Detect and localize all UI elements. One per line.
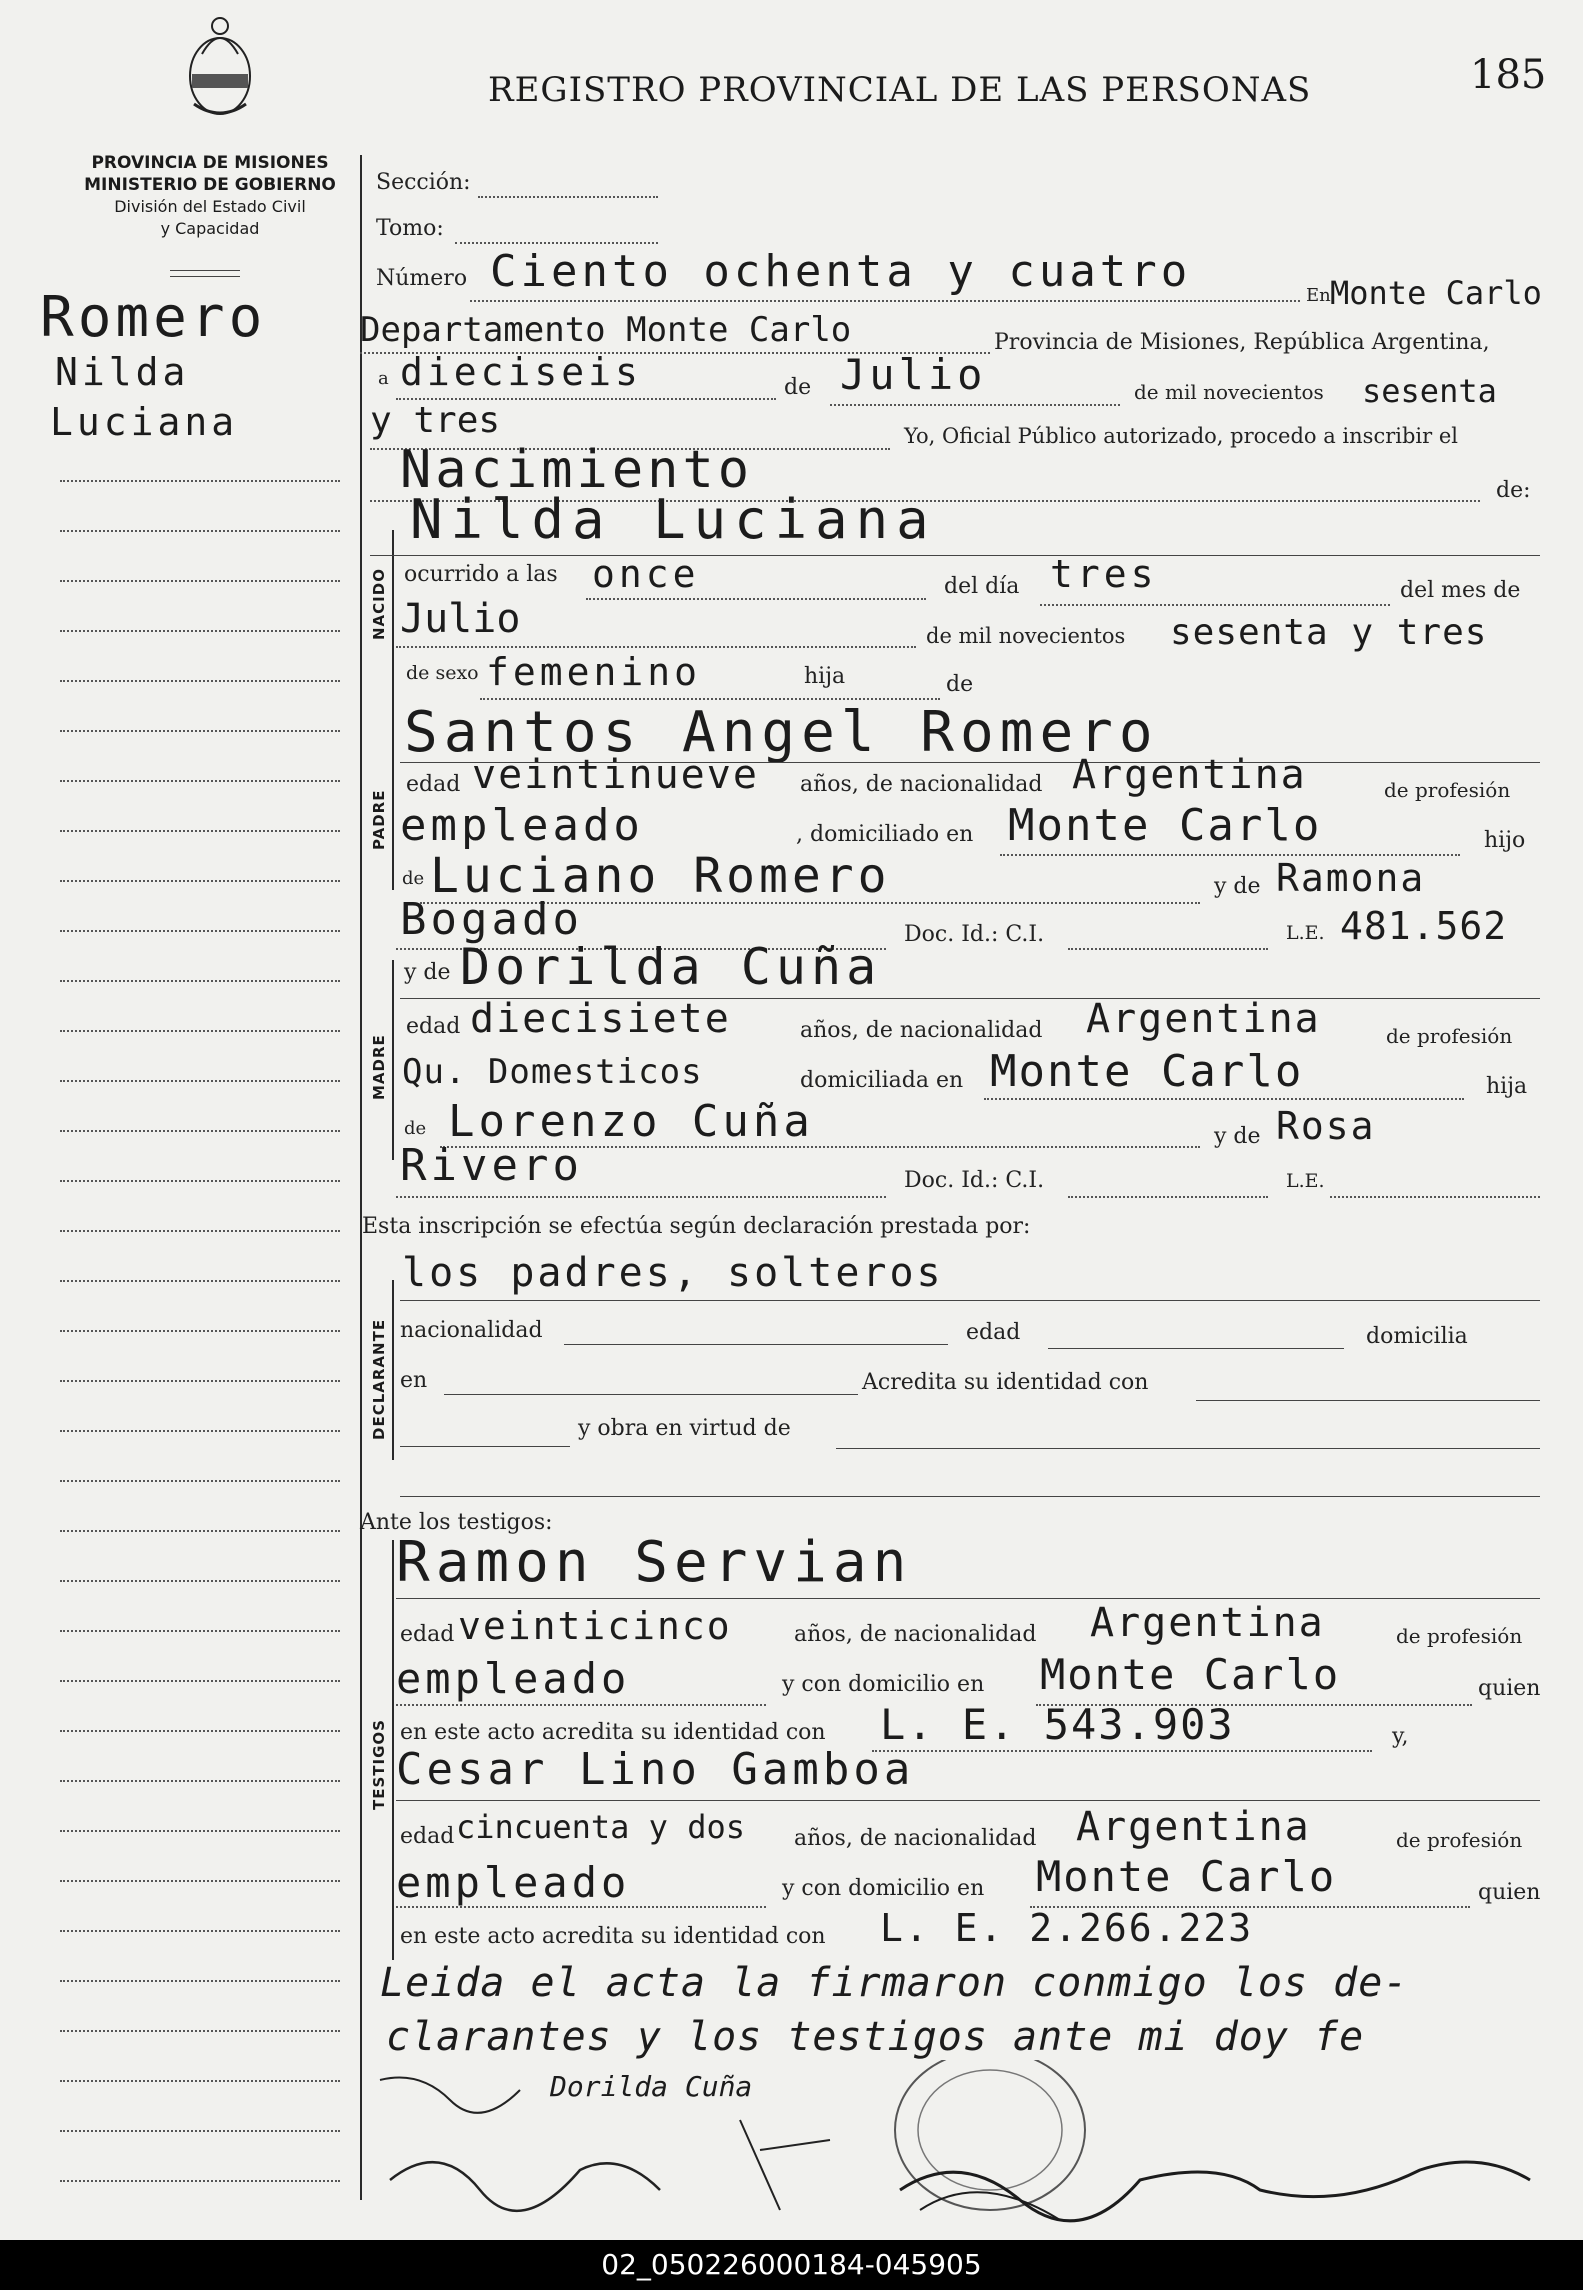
padre-prof-value: empleado	[400, 800, 644, 851]
folio-number: 185	[1470, 52, 1547, 98]
division-line-1: División del Estado Civil	[114, 197, 306, 216]
margin-name-2: Luciana	[50, 400, 239, 444]
departamento-value: Departamento Monte Carlo	[360, 310, 852, 350]
t2-dom-label: y con domicilio en	[782, 1876, 985, 1901]
numero-label: Número	[376, 266, 468, 291]
acta-value: Nacimiento	[400, 440, 754, 500]
madre-prof-value: Qu. Domesticos	[402, 1052, 703, 1092]
abuela-p-yde-label: y de	[1214, 874, 1261, 899]
nacido-section-label: NACIDO	[370, 568, 388, 640]
madre-doc-label: Doc. Id.: C.I.	[904, 1168, 1045, 1193]
testigo2-prof-value: empleado	[396, 1858, 631, 1907]
testigo2-nombre-value: Cesar Lino Gamboa	[396, 1744, 915, 1795]
lugar-value: Monte Carlo	[1330, 274, 1542, 312]
mes-nac-value: Julio	[400, 596, 521, 642]
abuelo-m-value: Lorenzo Cuña	[448, 1096, 814, 1147]
province-name: PROVINCIA DE MISIONES	[91, 153, 329, 173]
t1-y-label: y,	[1392, 1724, 1409, 1749]
testigo1-prof-value: empleado	[396, 1654, 631, 1703]
t2-quien-label: quien	[1478, 1880, 1541, 1905]
nombre-value: Nilda Luciana	[410, 488, 937, 551]
ministry-name: MINISTERIO DE GOBIERNO	[84, 175, 336, 195]
coat-of-arms-icon	[180, 14, 260, 124]
testigo1-nombre-value: Ramon Servian	[396, 1530, 913, 1595]
abuela-m-yde-label: y de	[1214, 1124, 1261, 1149]
padre-edad-value: veintinueve	[472, 752, 759, 798]
dia-nac-value: tres	[1050, 552, 1158, 596]
madre-edad-label: edad	[406, 1014, 461, 1039]
de-hija-label: de	[946, 672, 974, 697]
hora-value: once	[592, 552, 700, 596]
padre-doc-label: Doc. Id.: C.I.	[904, 922, 1045, 947]
decl-acredita-label: Acredita su identidad con	[862, 1370, 1149, 1395]
testigo1-nac-value: Argentina	[1090, 1600, 1325, 1646]
t1-edad-label: edad	[400, 1622, 455, 1647]
decl-domicilia-label: domicilia	[1366, 1324, 1468, 1349]
declarante-section-label: DECLARANTE	[370, 1318, 388, 1440]
sexo-value: femenino	[486, 650, 702, 694]
ocurrido-label: ocurrido a las	[404, 562, 558, 587]
de-mil-nac-label: de mil novecientos	[926, 624, 1126, 648]
abuela-p-1-value: Ramona	[1276, 856, 1426, 900]
a-label: a	[378, 368, 389, 389]
anio-2-value: y tres	[370, 400, 501, 441]
padre-section-label: PADRE	[370, 789, 388, 850]
sexo-label: de sexo	[406, 662, 479, 684]
abuelo-m-de-label: de	[404, 1118, 427, 1139]
padre-le-value: 481.562	[1340, 904, 1508, 948]
abuelo-p-de-label: de	[402, 868, 425, 889]
declarante-value: los padres, solteros	[402, 1250, 944, 1296]
abuela-p-2-value: Bogado	[400, 894, 583, 945]
oficial-text: Yo, Oficial Público autorizado, procedo a inscribir el	[904, 424, 1458, 448]
del-dia-label: del día	[944, 574, 1020, 599]
testigo1-doc-value: L. E. 543.903	[880, 1700, 1235, 1749]
madre-section-label: MADRE	[370, 1034, 388, 1100]
inscripcion-text: Esta inscripción se efectúa según declaración prestada por:	[362, 1214, 1031, 1239]
madre-yde-label: y de	[404, 960, 451, 985]
t1-anos-label: años, de nacionalidad	[794, 1622, 1037, 1647]
madre-nombre-value: Dorilda Cuña	[460, 938, 882, 996]
madre-dom-value: Monte Carlo	[990, 1046, 1304, 1097]
en-label: En	[1306, 285, 1331, 306]
footer-id-bar: 02_050226000184-045905	[0, 2240, 1583, 2290]
madre-nac-value: Argentina	[1086, 996, 1321, 1042]
testigo2-doc-value: L. E. 2.266.223	[880, 1906, 1254, 1950]
numero-value: Ciento ochenta y cuatro	[490, 246, 1192, 297]
decl-nac-label: nacionalidad	[400, 1318, 543, 1343]
t2-edad-label: edad	[400, 1824, 455, 1849]
testigo1-edad-value: veinticinco	[458, 1604, 732, 1648]
padre-prof-label: de profesión	[1384, 778, 1511, 802]
del-mes-label: del mes de	[1400, 578, 1521, 603]
padre-nombre-value: Santos Angel Romero	[404, 700, 1159, 765]
testigo1-dom-value: Monte Carlo	[1040, 1650, 1341, 1699]
t2-anos-label: años, de nacionalidad	[794, 1826, 1037, 1851]
madre-le-label: L.E.	[1286, 1170, 1325, 1192]
cierre-line-1: Leida el acta la firmaron conmigo los de-	[380, 1960, 1409, 2006]
domiciliado-label: , domiciliado en	[796, 822, 974, 847]
de-label: de	[784, 375, 812, 400]
madre-anos-label: años, de nacionalidad	[800, 1018, 1043, 1043]
padre-anos-label: años, de nacionalidad	[800, 772, 1043, 797]
register-title: REGISTRO PROVINCIAL DE LAS PERSONAS	[488, 70, 1312, 110]
provincia-text: Provincia de Misiones, República Argentina,	[994, 330, 1490, 355]
padre-nac-value: Argentina	[1072, 752, 1307, 798]
cierre-line-2: clarantes y los testigos ante mi doy fe	[386, 2014, 1365, 2060]
padre-dom-value: Monte Carlo	[1008, 800, 1322, 851]
hijo-label: hijo	[1484, 828, 1526, 853]
padre-edad-label: edad	[406, 772, 461, 797]
domiciliada-label: domiciliada en	[800, 1068, 964, 1093]
abuela-m-1-value: Rosa	[1276, 1104, 1376, 1148]
signatures-graphic	[360, 2060, 1560, 2230]
madre-edad-value: diecisiete	[470, 996, 731, 1042]
firma-madre: Dorilda Cuña	[550, 2070, 753, 2103]
seccion-label: Sección:	[376, 170, 471, 195]
testigo2-nac-value: Argentina	[1076, 1804, 1311, 1850]
division-line-2: y Capacidad	[160, 219, 260, 238]
ante-testigos-label: Ante los testigos:	[360, 1510, 553, 1535]
anio-nac-value: sesenta y tres	[1170, 612, 1488, 653]
decl-en-label: en	[400, 1368, 428, 1393]
ministry-block	[70, 152, 350, 240]
margin-surname: Romero	[40, 285, 267, 350]
madre-prof-label: de profesión	[1386, 1024, 1513, 1048]
margin-name-1: Nilda	[55, 350, 190, 394]
testigo2-edad-value: cincuenta y dos	[456, 1808, 745, 1846]
hija-label: hija	[804, 664, 846, 689]
dia-value: dieciseis	[400, 350, 642, 394]
decl-obra-label: y obra en virtud de	[578, 1416, 791, 1441]
decl-edad-label: edad	[966, 1320, 1021, 1345]
testigo2-dom-value: Monte Carlo	[1036, 1852, 1337, 1901]
t1-dom-label: y con domicilio en	[782, 1672, 985, 1697]
mes-value: Julio	[840, 350, 987, 399]
abuela-m-2-value: Rivero	[400, 1140, 583, 1191]
anio-value: sesenta	[1362, 372, 1497, 410]
abuelo-p-value: Luciano Romero	[430, 848, 891, 904]
t1-quien-label: quien	[1478, 1676, 1541, 1701]
t2-prof-label: de profesión	[1396, 1828, 1523, 1852]
testigos-section-label: TESTIGOS	[370, 1719, 388, 1810]
de-colon-label: de:	[1496, 478, 1531, 503]
padre-le-label: L.E.	[1286, 922, 1325, 944]
de-mil-label: de mil novecientos	[1134, 380, 1324, 404]
hija-2-label: hija	[1486, 1074, 1528, 1099]
t1-prof-label: de profesión	[1396, 1624, 1523, 1648]
t1-acredita-label: en este acto acredita su identidad con	[400, 1720, 826, 1745]
tomo-label: Tomo:	[376, 216, 444, 241]
t2-acredita-label: en este acto acredita su identidad con	[400, 1924, 826, 1949]
